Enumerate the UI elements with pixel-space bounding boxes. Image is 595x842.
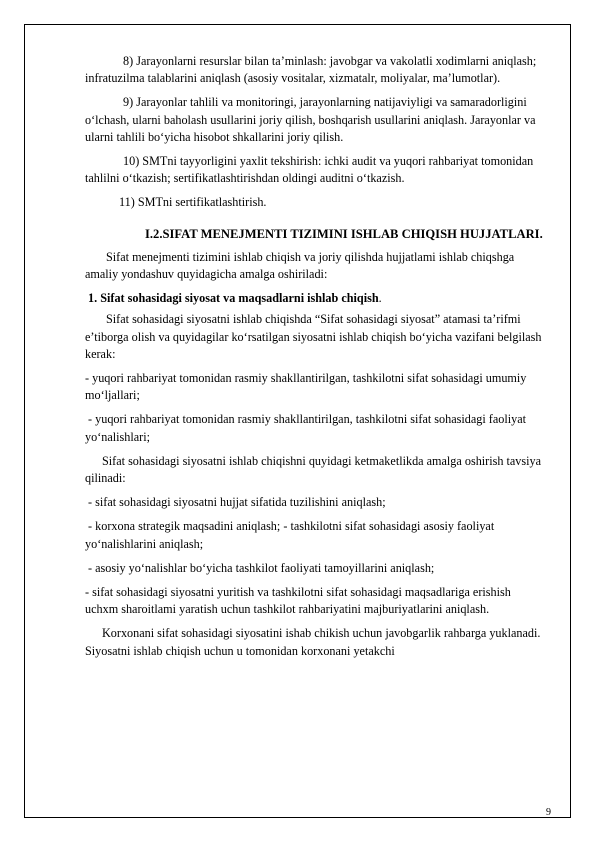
paragraph-responsibility: Korxonani sifat sohasidagi siyosatini ishab chikish uchun javobgarlik rahbarga yuklanadi. Siyosatni ishlab chiqish uchun u tomonidan korxonani yetakchi (85, 626, 541, 658)
section-heading: I.2.SIFAT MENEJMENTI TIZIMINI ISHLAB CHIQISH HUJJATLARI. (145, 226, 543, 241)
page-number: 9 (546, 807, 551, 818)
paragraph-step-10: 10) SMTni tayyorligini yaxlit tekshirish: ichki audit va yuqori rahbariyat tomonidan tahlilni o‘tkazish; sertifikatlashtirishdan oldingi auditni o‘tkazish. (85, 154, 534, 186)
paragraph-step-9: 9) Jarayonlar tahlili va monitoringi, jarayonlarning natijaviyligi va samaradorligini o‘lchash, ularni baholash usullarini joriy qilish, boshqarish usullarini aniqlash. Jarayonlar va ularni tahlili bo‘yicha hisobot shkallarini joriy qilish. (85, 95, 536, 144)
list-item-obligations: - sifat sohasidagi siyosatni yuritish va tashkilotni sifat sohasidagi maqsadlariga erishish uchxm sharoitlami yaratish uchun tashkilot rahbariyatini majburiyatlarini aniqlash. (85, 585, 511, 617)
list-item-general-aims: - yuqori rahbariyat tomonidan rasmiy shakllantirilgan, tashkilotni sifat sohasidagi umumiy mo‘ljallari; (85, 371, 527, 403)
list-item-principles: - asosiy yo‘nalishlar bo‘yicha tashkilot faoliyati tamoyillarini aniqlash; (85, 560, 435, 575)
subheading-policy-tail: . (378, 291, 382, 306)
paragraph-step-11: 11) SMTni sertifikatlashtirish. (119, 195, 267, 210)
list-item-directions: - yuqori rahbariyat tomonidan rasmiy shakllantirilgan, tashkilotni sifat sohasidagi faoliyat yo‘nalishlari; (85, 412, 530, 444)
list-item-strategic-goal: - korxona strategik maqsadini aniqlash; - tashkilotni sifat sohasidagi asosiy faoliyat yo‘nalishlarini aniqlash; (85, 519, 498, 551)
list-item-structure: - sifat sohasidagi siyosatni hujjat sifatida tuzilishini aniqlash; (85, 495, 386, 510)
paragraph-sequence: Sifat sohasidagi siyosatni ishlab chiqishni quyidagi ketmaketlikda amalga oshirish tavsiya qilinadi: (85, 453, 542, 486)
subheading-policy (85, 290, 546, 307)
paragraph-policy-definition: Sifat sohasidagi siyosatni ishlab chiqishda “Sifat sohasidagi siyosat” atamasi ta’rifmi e’tiborga olish va quyidagilar ko‘rsatilgan siyosatni ishlab chiqish bo‘yicha vazifani belgilash kerak: (85, 312, 542, 361)
paragraph-step-8: 8) Jarayonlarni resurslar bilan ta’minlash: javobgar va vakolatli xodimlarni aniqlash; infratuzilma talablarini aniqlash (asosiy vositalar, xizmatalr, moliyalar, ma’lumotlar). (85, 54, 537, 86)
document-body (85, 53, 546, 667)
subheading-policy-text: 1. Sifat sohasidagi siyosat va maqsadlarni ishlab chiqish (88, 291, 379, 306)
paragraph-intro: Sifat menejmenti tizimini ishlab chiqish va joriy qilishda hujjatlami ishlab chiqshga amaliy yondashuv quyidagicha amalga oshiriladi: (85, 249, 515, 282)
